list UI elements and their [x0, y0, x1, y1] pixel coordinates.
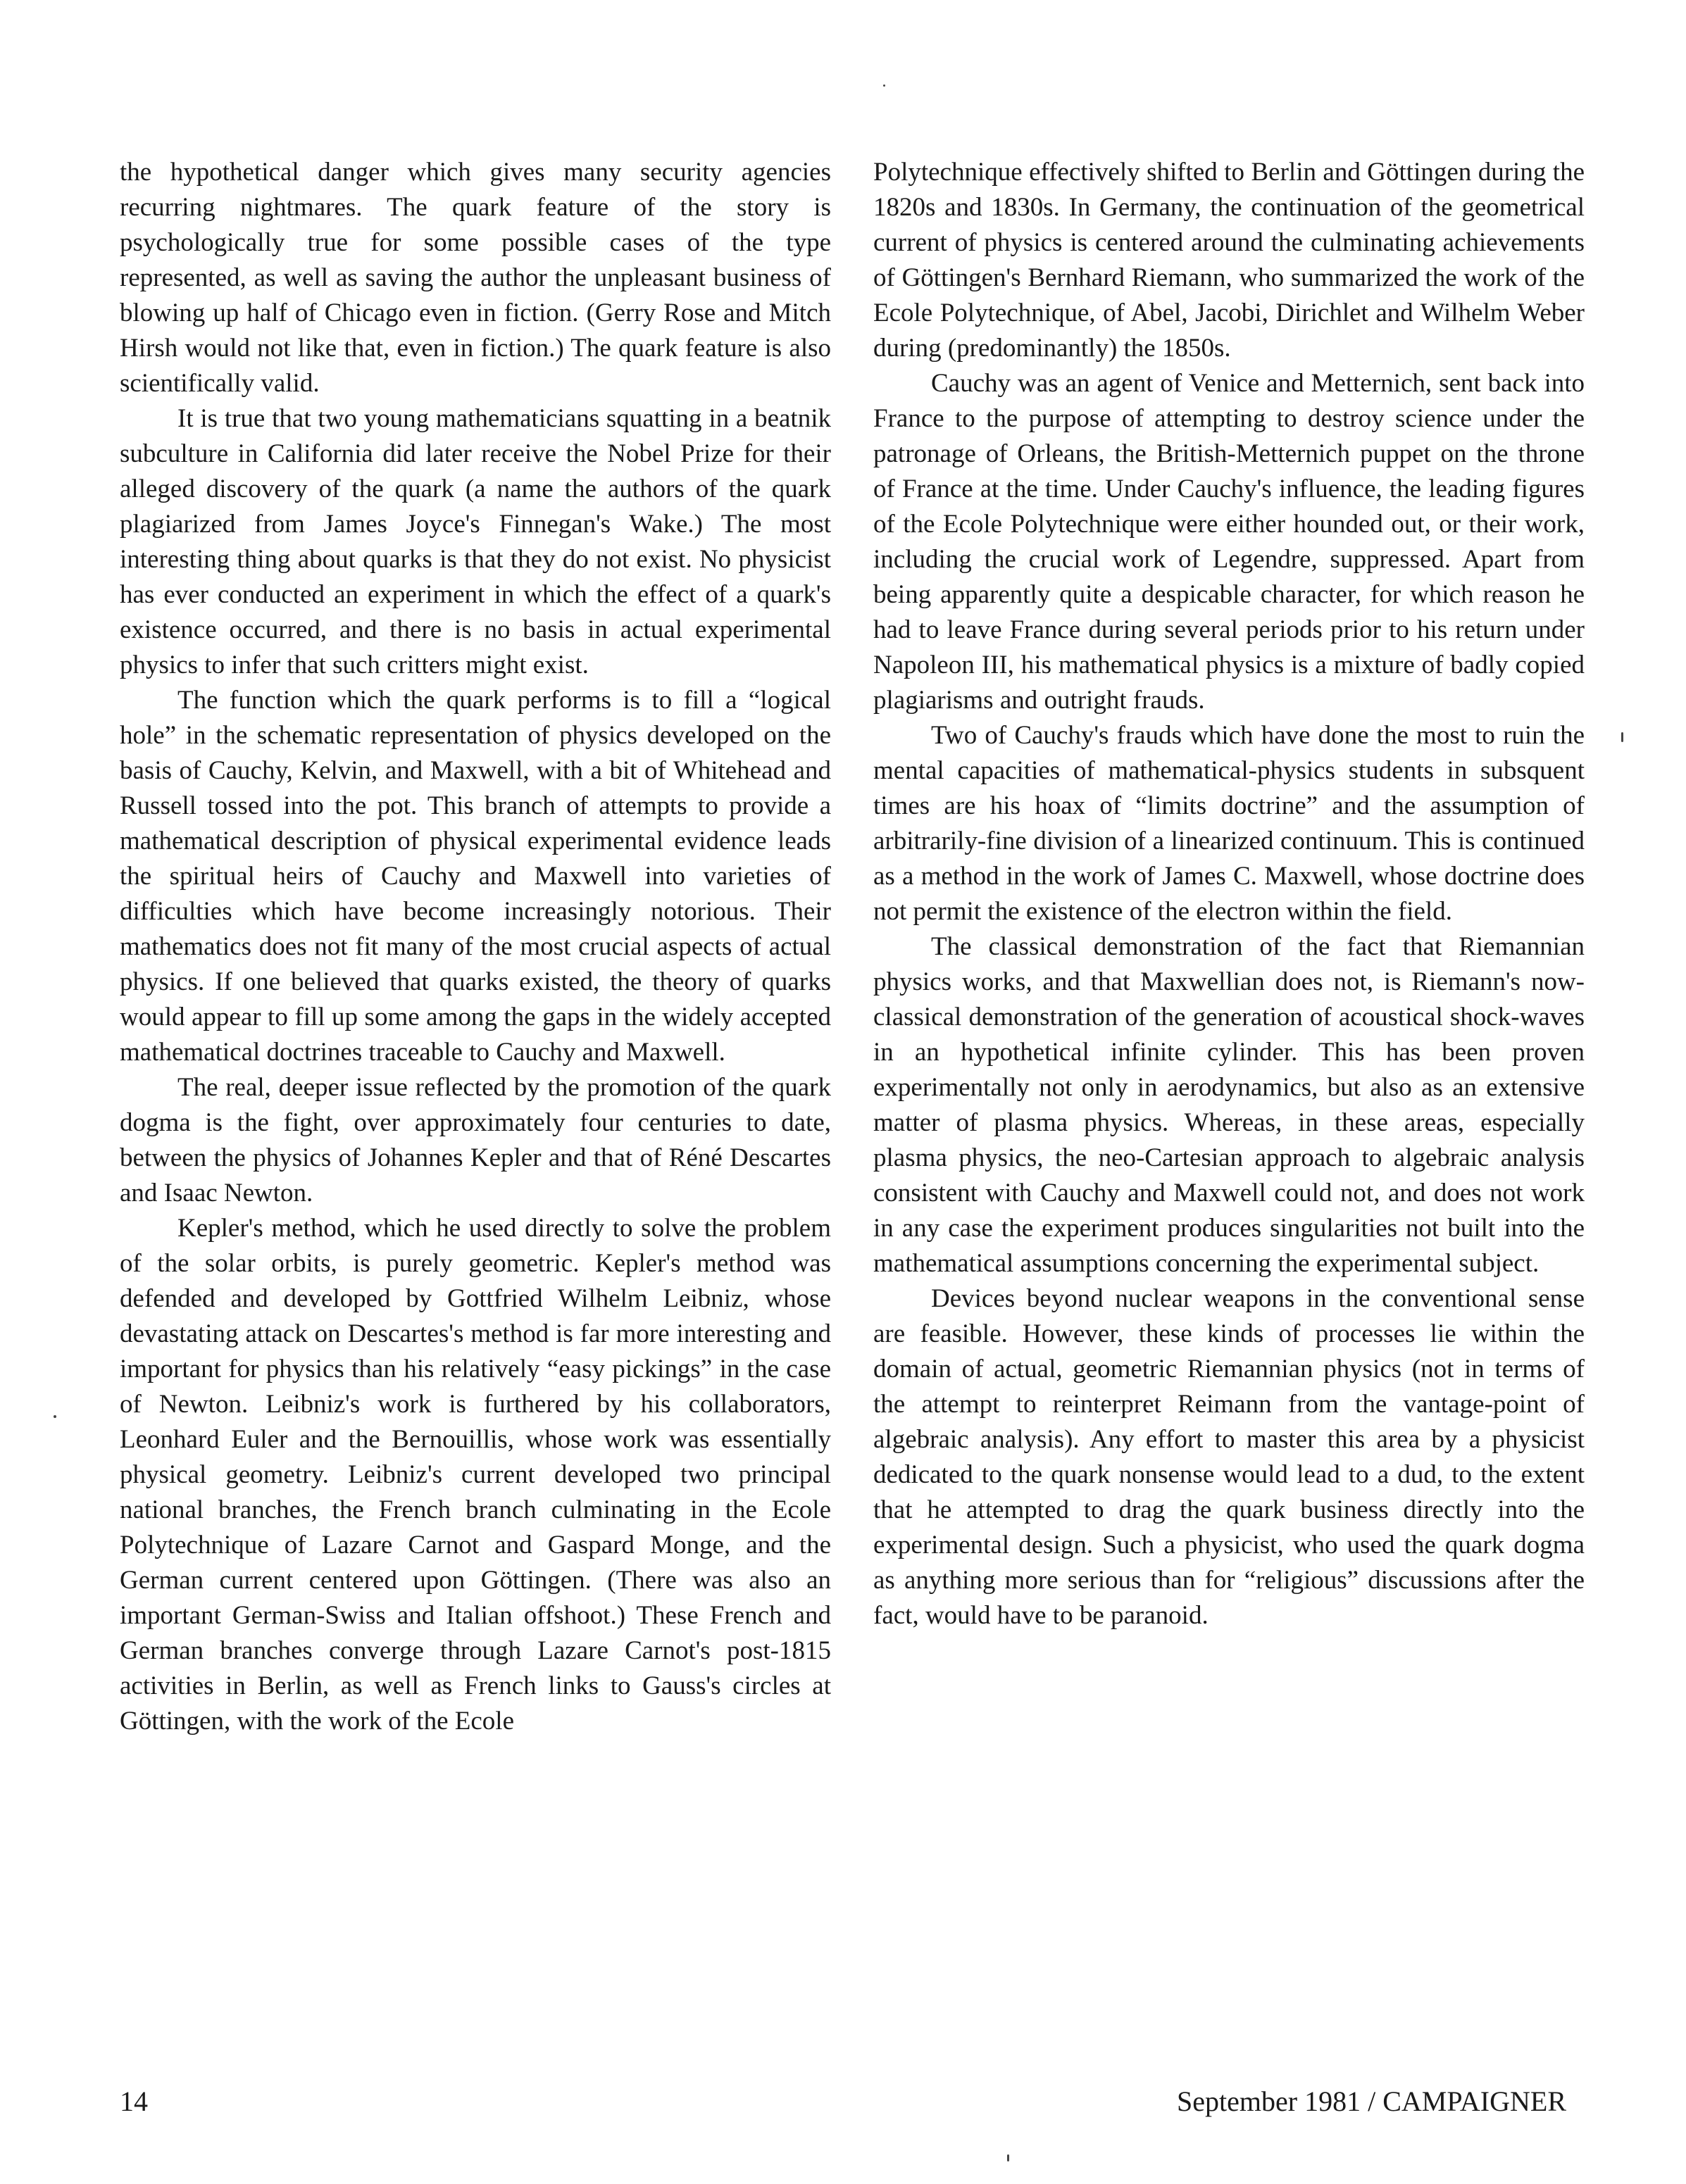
paragraph: Cauchy was an agent of Venice and Metternich, sent back into France to the purpose of attempting to destroy science under the patronage of Orleans, the British-Metternich puppet on the throne of France at the time. Under Cauchy's influence, the leading figures of the Ecole Polytechnique were either hounded out, or their work, including the crucial work of Legendre, suppressed. Apart from being apparently quite a despicable character, for which reason he had to leave France during several periods prior to his return under Napoleon III, his mathematical physics is a mixture of badly copied plagiarisms and outright frauds.: [873, 369, 1585, 715]
page-number: 14: [120, 2085, 148, 2117]
issue-line: September 1981 / CAMPAIGNER: [1177, 2085, 1566, 2117]
paragraph: Devices beyond nuclear weapons in the conventional sense are feasible. However, these kinds of processes lie within the domain of actual, geometric Riemannian physics (not in terms of the attempt to reinterpret Reimann from the vantage-point of algebraic analysis). Any effort to master this area by a physicist dedicated to the quark nonsense would lead to a dud, to the extent that he attempted to drag the quark business directly into the experimental design. Such a physicist, who used the quark dogma as anything more serious than for “religious” discussions after the fact, would have to be paranoid.: [873, 1284, 1585, 1630]
paragraph: The function which the quark performs is to fill a “logical hole” in the schematic representation of physics developed on the basis of Cauchy, Kelvin, and Maxwell, with a bit of Whitehead and Russell tossed into the pot. This branch of attempts to provide a mathematical description of physical experimental evidence leads the spiritual heirs of Cauchy and Maxwell into varieties of difficulties which have become increasingly notorious. Their mathematics does not fit many of the most crucial aspects of actual physics. If one believed that quarks existed, the theory of quarks would appear to fill up some among the gaps in the widely accepted mathematical doctrines traceable to Cauchy and Maxwell.: [120, 686, 831, 1067]
scan-speck: [1007, 2154, 1009, 2161]
paragraph: It is true that two young mathematicians squatting in a beatnik subculture in California did later receive the Nobel Prize for their alleged discovery of the quark (a name the authors of the quark plagiarized from James Joyce's Finnegan's Wake.) The most interesting thing about quarks is that they do not exist. No physicist has ever conducted an experiment in which the effect of a quark's existence occurred, and there is no basis in actual experimental physics to infer that such critters might exist.: [120, 404, 831, 679]
right-text-column: [873, 155, 1585, 1633]
paragraph: Polytechnique effectively shifted to Berlin and Göttingen during the 1820s and 1830s. In Germany, the continuation of the geometrical current of physics is centered around the culminating achievements of Göttingen's Bernhard Riemann, who summarized the work of the Ecole Polytechnique, of Abel, Jacobi, Dirichlet and Wilhelm Weber during (predominantly) the 1850s.: [873, 158, 1585, 363]
paragraph: the hypothetical danger which gives many security agencies recurring nightmares. The quark feature of the story is psychologically true for some possible cases of the type represented, as well as saving the author the unpleasant business of blowing up half of Chicago even in fiction. (Gerry Rose and Mitch Hirsh would not like that, even in fiction.) The quark feature is also scientifically valid.: [120, 158, 831, 398]
paragraph: Two of Cauchy's frauds which have done the most to ruin the mental capacities of mathematical-physics students in subsquent times are his hoax of “limits doctrine” and the assumption of arbitrarily-fine division of a linearized continuum. This is continued as a method in the work of James C. Maxwell, whose doctrine does not permit the existence of the electron within the field.: [873, 721, 1585, 926]
paragraph: The classical demonstration of the fact that Riemannian physics works, and that Maxwellian does not, is Riemann's now-classical demonstration of the generation of acoustical shock-waves in an hypothetical infinite cylinder. This has been proven experimentally not only in aerodynamics, but also as an extensive matter of plasma physics. Whereas, in these areas, especially plasma physics, the neo-Cartesian approach to algebraic analysis consistent with Cauchy and Maxwell could not, and does not work in any case the experiment produces singularities not built into the mathematical assumptions concerning the experimental subject.: [873, 932, 1585, 1278]
scan-speck: [883, 84, 885, 87]
scan-speck: [1621, 732, 1623, 742]
left-text-column: [120, 155, 831, 1739]
paragraph: The real, deeper issue reflected by the promotion of the quark dogma is the fight, over approximately four centuries to date, between the physics of Johannes Kepler and that of Réné Descartes and Isaac Newton.: [120, 1073, 831, 1207]
scan-speck: [54, 1415, 56, 1418]
paragraph: Kepler's method, which he used directly to solve the problem of the solar orbits, is purely geometric. Kepler's method was defended and developed by Gottfried Wilhelm Leibniz, whose devastating attack on Descartes's method is far more interesting and important for physics than his relatively “easy pickings” in the case of Newton. Leibniz's work is furthered by his collaborators, Leonhard Euler and the Bernouillis, whose work was essentially physical geometry. Leibniz's current developed two principal national branches, the French branch culminating in the Ecole Polytechnique of Lazare Carnot and Gaspard Monge, and the German current centered upon Göttingen. (There was also an important German-Swiss and Italian offshoot.) These French and German branches converge through Lazare Carnot's post-1815 activities in Berlin, as well as French links to Gauss's circles at Göttingen, with the work of the Ecole: [120, 1214, 831, 1736]
